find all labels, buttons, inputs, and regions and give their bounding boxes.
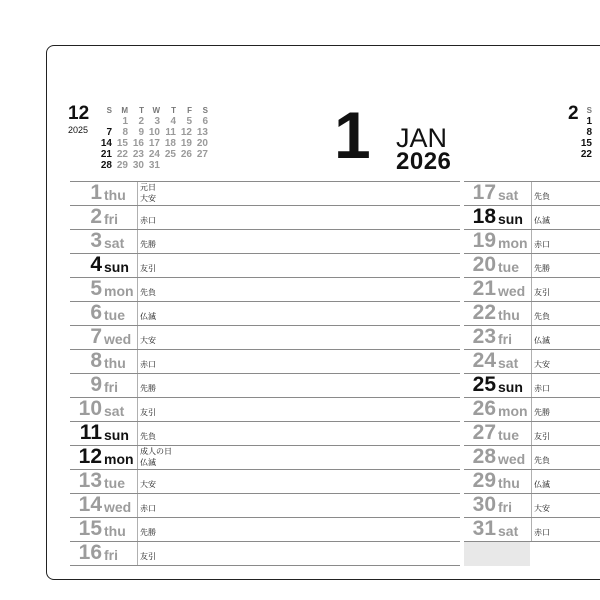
rokuyo-label: 赤口	[534, 240, 550, 249]
rokuyo-label: 仏滅	[140, 458, 156, 467]
column-divider	[137, 302, 138, 325]
day-number: 29	[472, 469, 496, 492]
day-row	[70, 518, 460, 542]
weekday-name: wed	[498, 283, 526, 299]
weekday-name: mon	[104, 451, 134, 467]
day-row	[464, 422, 600, 446]
rokuyo-label: 友引	[140, 408, 156, 417]
column-divider	[137, 182, 138, 205]
rokuyo-label: 友引	[534, 432, 550, 441]
rokuyo-label: 仏滅	[534, 480, 550, 489]
mini-day: 26	[180, 149, 192, 160]
rokuyo-label: 友引	[140, 552, 156, 561]
prev-month-year: 2025	[68, 125, 89, 135]
weekday-name: sat	[104, 403, 125, 419]
day-number: 22	[472, 301, 496, 324]
weekday-label: T	[171, 106, 176, 115]
column-divider	[531, 326, 532, 349]
weekday-name: fri	[498, 499, 512, 515]
day-number: 8	[90, 349, 102, 372]
day-number: 18	[472, 205, 496, 228]
rokuyo-label: 先勝	[140, 240, 156, 249]
column-divider	[531, 422, 532, 445]
day-number: 10	[78, 397, 102, 420]
mini-day: 4	[170, 116, 176, 127]
day-number: 26	[472, 397, 496, 420]
rokuyo-label: 赤口	[140, 360, 156, 369]
day-number: 15	[78, 517, 102, 540]
prev-month-week-row	[96, 149, 208, 160]
column-divider	[137, 542, 138, 565]
weekday-name: fri	[498, 331, 512, 347]
rokuyo-label: 友引	[140, 264, 156, 273]
weekday-name: mon	[104, 283, 134, 299]
weekday-label: S	[106, 106, 112, 115]
mini-day: 2	[138, 116, 144, 127]
column-divider	[137, 422, 138, 445]
weekday-label: F	[187, 106, 192, 115]
prev-month-week-row	[96, 116, 208, 127]
weekday-name: mon	[498, 403, 528, 419]
next-month-week-row	[576, 149, 592, 160]
rokuyo-label: 先負	[534, 456, 550, 465]
prev-month-week-row	[96, 138, 208, 149]
day-row	[464, 374, 600, 398]
weekday-label: S	[202, 106, 208, 115]
mini-day: 21	[100, 149, 112, 160]
weekday-label: S	[586, 106, 592, 115]
mini-day: 1	[586, 116, 592, 127]
column-divider	[531, 302, 532, 325]
month-number: 1	[334, 98, 371, 172]
mini-day: 1	[122, 116, 128, 127]
rokuyo-label: 大安	[534, 360, 550, 369]
mini-day	[96, 116, 112, 127]
weekday-name: thu	[104, 187, 126, 203]
day-number: 5	[90, 277, 102, 300]
weekday-name: fri	[104, 547, 118, 563]
column-divider	[531, 182, 532, 205]
weekday-label: T	[139, 106, 144, 115]
column-divider	[137, 398, 138, 421]
rokuyo-label: 先負	[140, 432, 156, 441]
mini-day: 27	[196, 149, 208, 160]
mini-day: 3	[154, 116, 160, 127]
day-row	[70, 446, 460, 470]
mini-day: 20	[196, 138, 208, 149]
day-row	[464, 326, 600, 350]
day-number: 14	[78, 493, 102, 516]
day-row	[70, 494, 460, 518]
column-divider	[531, 374, 532, 397]
day-row	[70, 278, 460, 302]
holiday-label: 成人の日	[140, 447, 172, 456]
month-name: JAN	[396, 123, 448, 153]
weekday-name: tue	[498, 427, 519, 443]
day-row	[464, 518, 600, 542]
next-month-week-row	[576, 127, 592, 138]
mini-day: 24	[148, 149, 160, 160]
weekday-name: sat	[498, 523, 519, 539]
weekday-name: fri	[104, 379, 118, 395]
column-divider	[531, 278, 532, 301]
rokuyo-label: 赤口	[140, 216, 156, 225]
column-divider	[137, 206, 138, 229]
day-number: 21	[472, 277, 496, 300]
mini-day: 31	[148, 160, 160, 171]
day-number: 17	[472, 181, 496, 204]
weekday-name: mon	[498, 235, 528, 251]
mini-day: 9	[138, 127, 144, 138]
column-divider	[137, 254, 138, 277]
next-month-weekday-header	[576, 106, 592, 116]
mini-day: 10	[148, 127, 160, 138]
day-number: 23	[472, 325, 496, 348]
day-number: 20	[472, 253, 496, 276]
column-divider	[531, 350, 532, 373]
mini-day: 12	[180, 127, 192, 138]
day-number: 19	[472, 229, 496, 252]
rokuyo-label: 先負	[140, 288, 156, 297]
weekday-name: wed	[104, 499, 132, 515]
mini-day: 5	[186, 116, 192, 127]
day-row	[464, 254, 600, 278]
column-divider	[137, 278, 138, 301]
holiday-label: 元日	[140, 183, 156, 192]
day-row	[464, 230, 600, 254]
prev-month-week-row	[96, 160, 208, 171]
mini-day: 22	[580, 149, 592, 160]
column-divider	[531, 230, 532, 253]
day-row	[464, 350, 600, 374]
day-row	[70, 374, 460, 398]
mini-day: 8	[122, 127, 128, 138]
column-divider	[137, 326, 138, 349]
weekday-name: thu	[104, 355, 126, 371]
next-month-grid	[576, 106, 592, 160]
next-month-number: 2	[568, 103, 579, 124]
mini-day: 30	[132, 160, 144, 171]
day-number: 28	[472, 445, 496, 468]
day-number: 30	[472, 493, 496, 516]
day-row	[70, 470, 460, 494]
weekday-name: thu	[498, 307, 520, 323]
day-number: 1	[90, 181, 102, 204]
day-row	[70, 350, 460, 374]
weekday-name: sun	[104, 259, 129, 275]
rokuyo-label: 先負	[534, 312, 550, 321]
mini-day: 11	[165, 127, 176, 138]
rokuyo-label: 仏滅	[534, 216, 550, 225]
weekday-label: M	[121, 106, 128, 115]
rokuyo-label: 赤口	[534, 384, 550, 393]
column-divider	[137, 470, 138, 493]
weekday-name: fri	[104, 211, 118, 227]
right-list-empty-cell	[464, 542, 530, 566]
column-divider	[531, 494, 532, 517]
weekday-name: sat	[498, 187, 519, 203]
weekday-name: tue	[104, 307, 125, 323]
day-row	[70, 398, 460, 422]
day-row	[464, 470, 600, 494]
weekday-name: sun	[104, 427, 129, 443]
mini-day: 22	[116, 149, 128, 160]
weekday-name: wed	[104, 331, 132, 347]
prev-month-week-row	[96, 127, 208, 138]
day-row	[464, 278, 600, 302]
weekday-name: tue	[104, 475, 125, 491]
prev-month-number: 12	[68, 103, 90, 124]
day-number: 3	[90, 229, 102, 252]
mini-day: 15	[580, 138, 592, 149]
day-row	[70, 206, 460, 230]
day-number: 13	[78, 469, 102, 492]
day-number: 7	[90, 325, 102, 348]
column-divider	[531, 398, 532, 421]
prev-month-weekday-header	[96, 106, 208, 116]
rokuyo-label: 大安	[534, 504, 550, 513]
day-row	[464, 398, 600, 422]
weekday-name: thu	[498, 475, 520, 491]
rokuyo-label: 仏滅	[534, 336, 550, 345]
rokuyo-label: 赤口	[140, 504, 156, 513]
rokuyo-label: 先勝	[140, 528, 156, 537]
column-divider	[137, 374, 138, 397]
mini-day	[192, 160, 208, 171]
weekday-name: sun	[498, 379, 523, 395]
rokuyo-label: 先勝	[534, 264, 550, 273]
weekday-name: sat	[104, 235, 125, 251]
weekday-name: sat	[498, 355, 519, 371]
mini-day: 29	[116, 160, 128, 171]
next-month-week-row	[576, 116, 592, 127]
column-divider	[531, 446, 532, 469]
column-divider	[531, 518, 532, 541]
day-row	[464, 302, 600, 326]
mini-day: 16	[132, 138, 144, 149]
mini-day: 19	[180, 138, 192, 149]
mini-day	[160, 160, 176, 171]
day-row	[70, 302, 460, 326]
mini-day	[176, 160, 192, 171]
mini-day: 13	[196, 127, 208, 138]
day-number: 6	[90, 301, 102, 324]
day-row	[70, 254, 460, 278]
column-divider	[531, 206, 532, 229]
prev-month-grid	[96, 106, 208, 171]
rokuyo-label: 大安	[140, 480, 156, 489]
column-divider	[137, 446, 138, 469]
day-number: 12	[78, 445, 102, 468]
mini-day: 25	[164, 149, 176, 160]
weekday-name: sun	[498, 211, 523, 227]
column-divider	[137, 494, 138, 517]
rokuyo-label: 先勝	[140, 384, 156, 393]
day-number: 4	[90, 253, 102, 276]
day-number: 27	[472, 421, 496, 444]
day-row	[70, 326, 460, 350]
mini-day: 6	[202, 116, 208, 127]
rokuyo-label: 仏滅	[140, 312, 156, 321]
mini-day: 23	[132, 149, 144, 160]
day-number: 9	[90, 373, 102, 396]
next-month-week-row	[576, 138, 592, 149]
year: 2026	[396, 148, 452, 175]
day-row	[464, 446, 600, 470]
rokuyo-label: 大安	[140, 336, 156, 345]
rokuyo-label: 大安	[140, 194, 156, 203]
column-divider	[531, 254, 532, 277]
weekday-name: thu	[104, 523, 126, 539]
mini-day: 17	[148, 138, 160, 149]
mini-day: 15	[116, 138, 128, 149]
day-row	[70, 422, 460, 446]
column-divider	[531, 470, 532, 493]
mini-day: 7	[106, 127, 112, 138]
weekday-label: W	[152, 106, 160, 115]
day-number: 31	[472, 517, 496, 540]
day-row	[70, 230, 460, 254]
rokuyo-label: 先勝	[534, 408, 550, 417]
mini-day: 14	[100, 138, 112, 149]
rokuyo-label: 先負	[534, 192, 550, 201]
day-row	[464, 206, 600, 230]
day-number: 2	[90, 205, 102, 228]
column-divider	[137, 518, 138, 541]
day-number: 11	[79, 421, 102, 444]
mini-day: 8	[586, 127, 592, 138]
mini-day: 28	[100, 160, 112, 171]
day-row	[464, 494, 600, 518]
column-divider	[137, 230, 138, 253]
day-row	[70, 542, 460, 566]
weekday-name: wed	[498, 451, 526, 467]
rokuyo-label: 友引	[534, 288, 550, 297]
column-divider	[137, 350, 138, 373]
rokuyo-label: 赤口	[534, 528, 550, 537]
day-number: 16	[78, 541, 102, 564]
weekday-name: tue	[498, 259, 519, 275]
mini-day: 18	[164, 138, 176, 149]
day-row	[464, 182, 600, 206]
day-number: 24	[472, 349, 496, 372]
day-row	[70, 182, 460, 206]
day-number: 25	[472, 373, 496, 396]
